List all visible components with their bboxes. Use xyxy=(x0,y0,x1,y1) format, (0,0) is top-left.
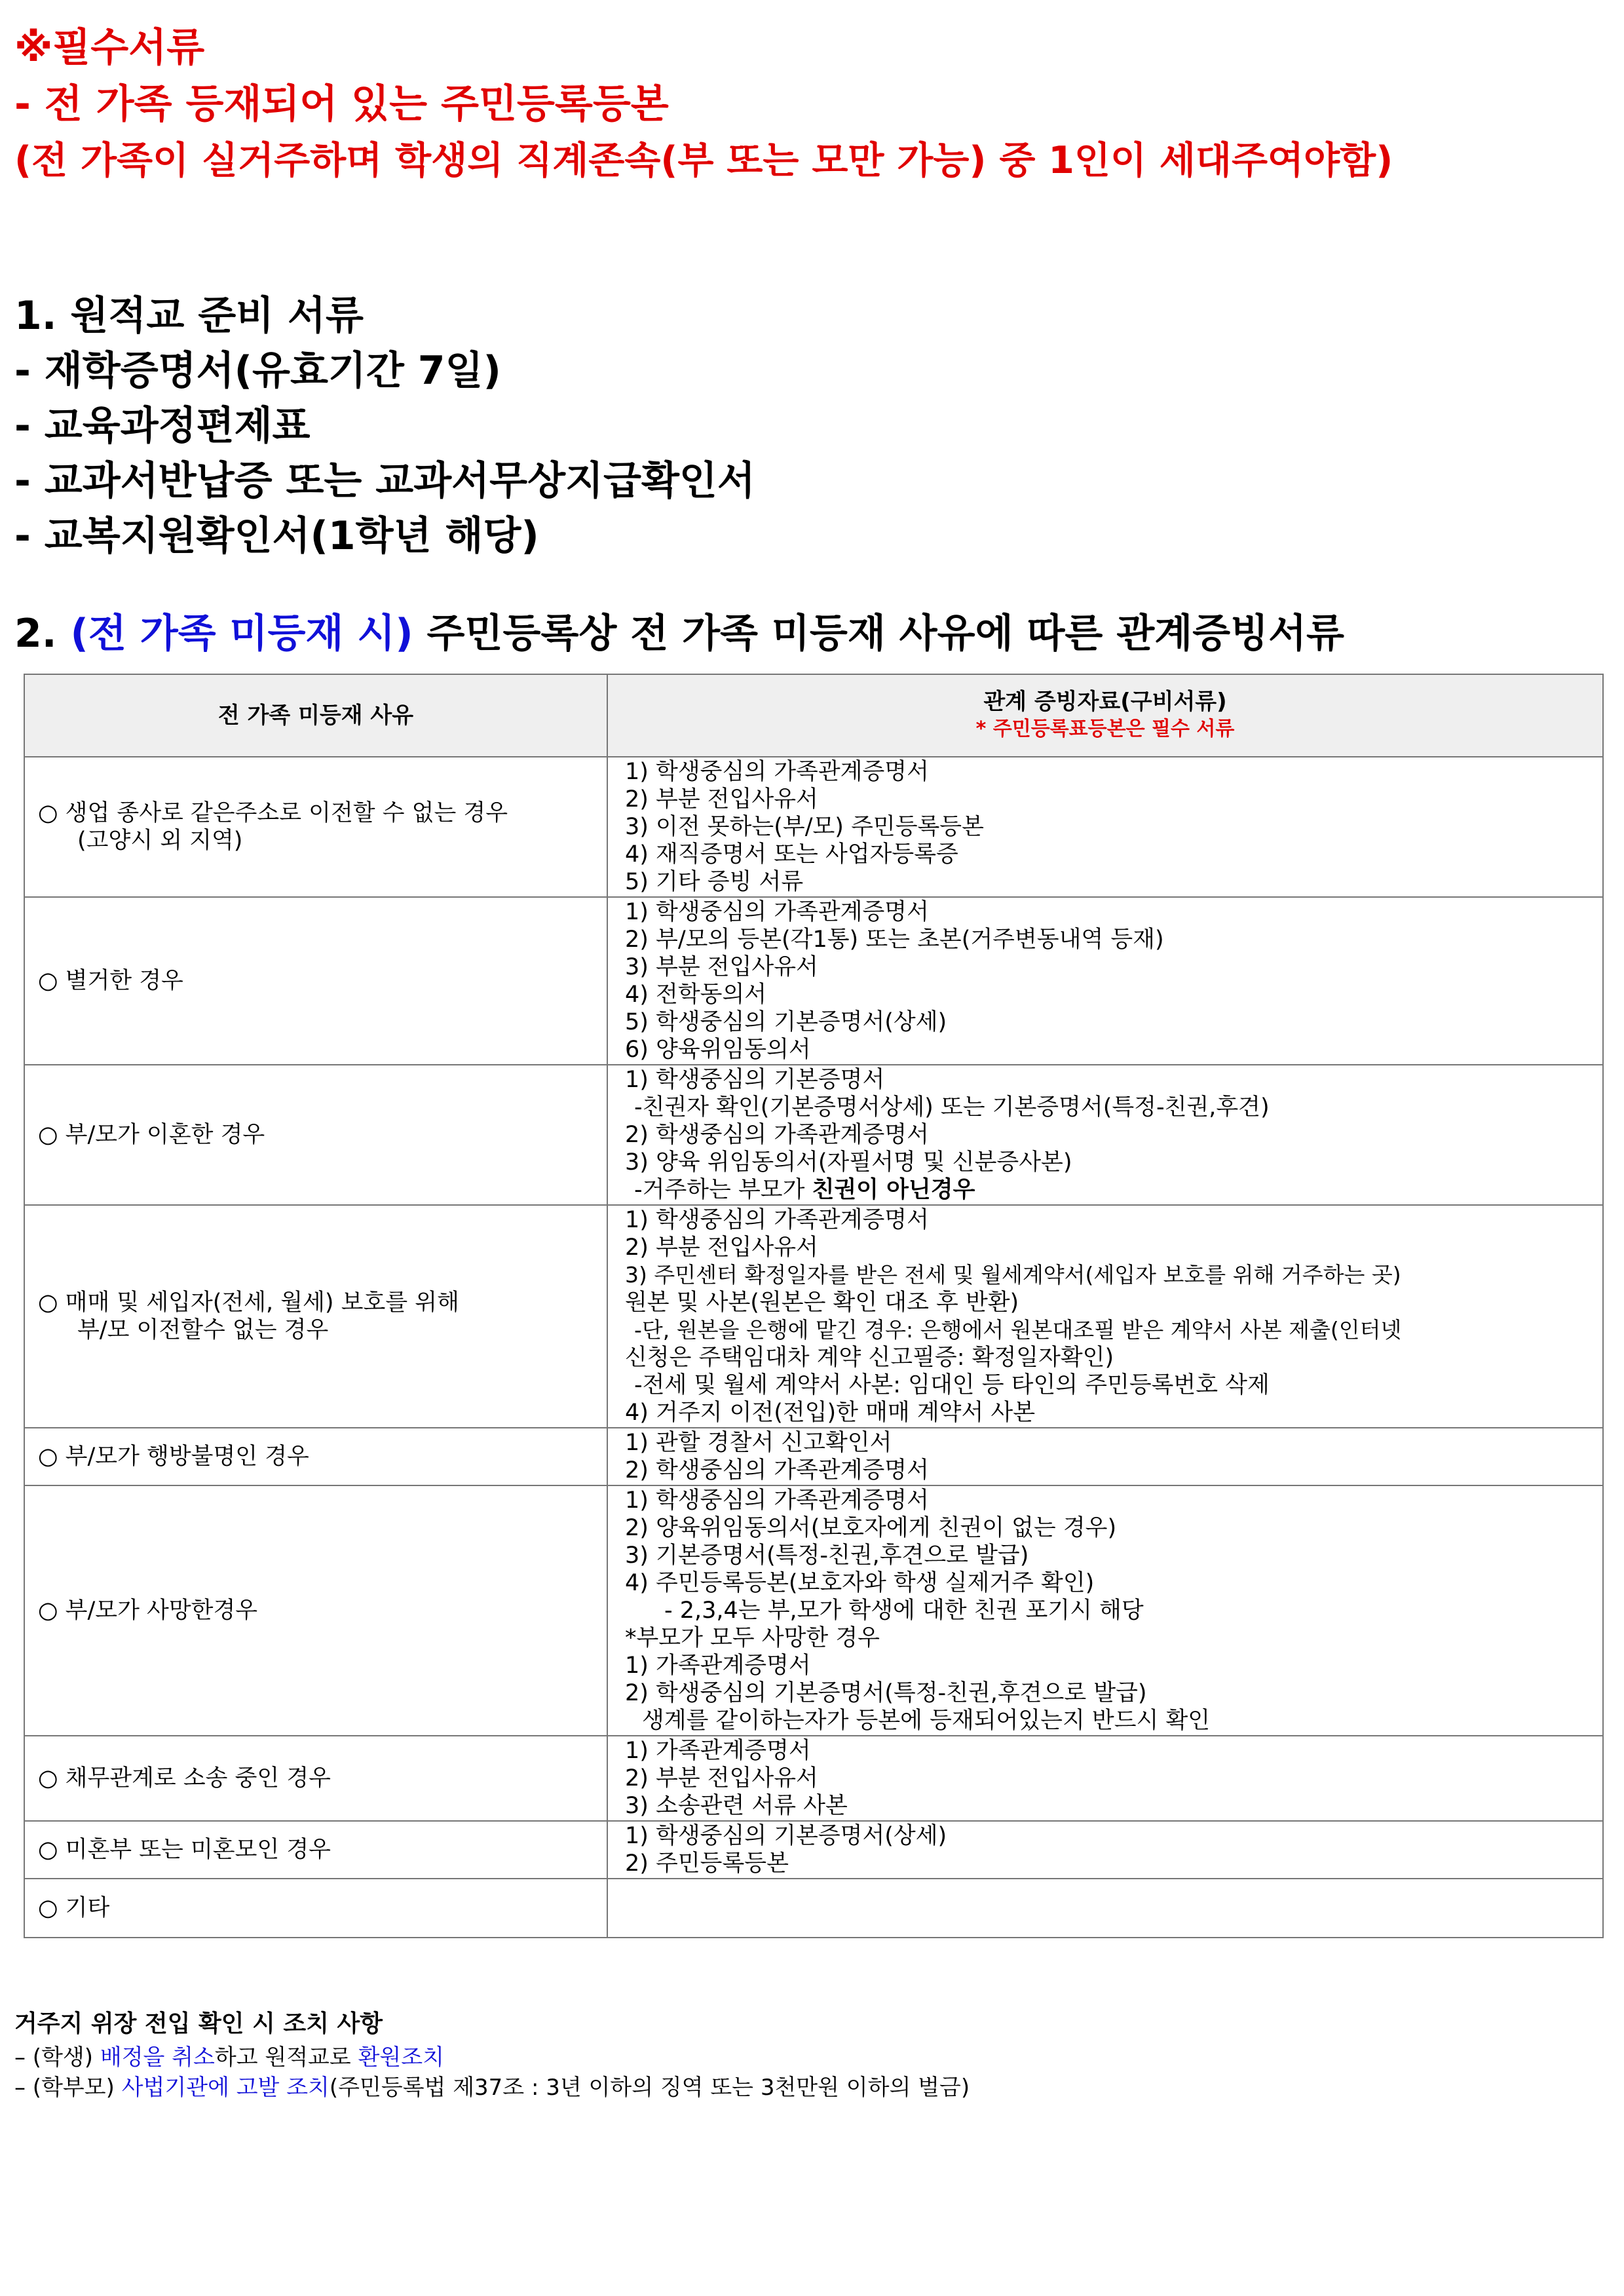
required-section xyxy=(14,20,1393,189)
reason-cell xyxy=(24,1065,607,1205)
doc-line: 원본 및 사본(원본은 확인 대조 후 반환) xyxy=(625,1290,1019,1316)
doc-line: 1) 학생중심의 기본증명서(상세) xyxy=(625,1823,947,1849)
reason-line: ○ 채무관계로 소송 중인 경우 xyxy=(38,1765,331,1791)
reason-cell xyxy=(24,1485,607,1736)
docs-cell xyxy=(607,1821,1603,1879)
doc-line: -단, 원본을 은행에 맡긴 경우: 은행에서 원본대조필 받은 계약서 사본 제출(인터넷 xyxy=(634,1317,1402,1343)
doc-line: 3) 기본증명서(특정-친권,후견으로 발급) xyxy=(625,1542,1029,1569)
footer-line-1 xyxy=(14,2043,444,2072)
doc-line: 4) 거주지 이전(전입)한 매매 계약서 사본 xyxy=(625,1400,1036,1426)
section1-item: - 재학증명서(유효기간 7일) xyxy=(14,348,501,394)
doc-line-prefix: -거주하는 부모가 xyxy=(634,1177,812,1203)
doc-line: 5) 학생중심의 기본증명서(상세) xyxy=(625,1009,947,1035)
doc-line: 6) 양육위임동의서 xyxy=(625,1037,811,1063)
doc-line: 2) 부분 전입사유서 xyxy=(625,786,818,813)
footer-emphasis: 배정을 취소 xyxy=(100,2044,215,2071)
table-row xyxy=(24,1065,1603,1205)
section1 xyxy=(14,288,755,564)
table-row xyxy=(24,1428,1603,1485)
header-reason: 전 가족 미등재 사유 xyxy=(24,674,607,757)
table-row xyxy=(24,757,1603,897)
docs-cell xyxy=(607,1065,1603,1205)
doc-line: 2) 부분 전입사유서 xyxy=(625,1765,818,1791)
doc-line: 3) 주민센터 확정일자를 받은 전세 및 월세계약서(세입자 보호를 위해 거주하는 곳) xyxy=(625,1262,1401,1288)
doc-line: 1) 학생중심의 가족관계증명서 xyxy=(625,1207,929,1233)
doc-line: 5) 기타 증빙 서류 xyxy=(625,869,804,895)
doc-line: -전세 및 월세 계약서 사본: 임대인 등 타인의 주민등록번호 삭제 xyxy=(634,1372,1270,1398)
reason-line: ○ 매매 및 세입자(전세, 월세) 보호를 위해 xyxy=(38,1290,459,1316)
required-title: ※필수서류 xyxy=(14,25,205,71)
doc-line: 생계를 같이하는자가 등본에 등재되어있는지 반드시 확인 xyxy=(642,1708,1211,1734)
header-docs-note: * 주민등록표등본은 필수 서류 xyxy=(975,718,1235,740)
doc-line: 1) 학생중심의 가족관계증명서 xyxy=(625,759,929,785)
section2-rest: 주민등록상 전 가족 미등재 사유에 따른 관계증빙서류 xyxy=(413,611,1345,657)
doc-line: 2) 학생중심의 가족관계증명서 xyxy=(625,1122,929,1148)
footer-text: (주민등록법 제37조 : 3년 이하의 징역 또는 3천만원 이하의 벌금) xyxy=(329,2075,970,2101)
section1-item: - 교과서반납증 또는 교과서무상지급확인서 xyxy=(14,458,755,504)
doc-line: 3) 이전 못하는(부/모) 주민등록등본 xyxy=(625,814,984,840)
reason-cell xyxy=(24,757,607,897)
docs-cell xyxy=(607,757,1603,897)
doc-line: 4) 주민등록등본(보호자와 학생 실제거주 확인) xyxy=(625,1570,1095,1596)
doc-line: -친권자 확인(기본증명서상세) 또는 기본증명서(특정-친권,후견) xyxy=(634,1094,1270,1120)
section2-title xyxy=(14,606,1344,661)
doc-line: 2) 양육위임동의서(보호자에게 친권이 없는 경우) xyxy=(625,1515,1117,1541)
doc-line: 1) 학생중심의 기본증명서 xyxy=(625,1067,885,1093)
docs-cell xyxy=(607,1736,1603,1821)
table-row xyxy=(24,1821,1603,1879)
reason-line: ○ 생업 종사로 같은주소로 이전할 수 없는 경우 xyxy=(38,800,508,826)
footer-emphasis: 사법기관에 고발 조치 xyxy=(121,2075,330,2101)
doc-line: 4) 전학동의서 xyxy=(625,982,767,1008)
section1-item: - 교육과정편제표 xyxy=(14,403,311,449)
doc-line: 1) 관할 경찰서 신고확인서 xyxy=(625,1430,892,1456)
header-docs xyxy=(607,674,1603,757)
doc-line: 3) 부분 전입사유서 xyxy=(625,954,818,980)
header-docs-label: 관계 증빙자료(구비서류) xyxy=(983,689,1227,715)
table-row xyxy=(24,1736,1603,1821)
table-row xyxy=(24,1205,1603,1428)
reason-cell xyxy=(24,1821,607,1879)
reason-cell xyxy=(24,1428,607,1485)
doc-line xyxy=(625,1176,1596,1204)
doc-line: 4) 재직증명서 또는 사업자등록증 xyxy=(625,841,958,868)
doc-line: 3) 양육 위임동의서(자필서명 및 신분증사본) xyxy=(625,1149,1072,1176)
reason-line: ○ 미혼부 또는 미혼모인 경우 xyxy=(38,1837,331,1863)
footer-title: 거주지 위장 전입 확인 시 조치 사항 xyxy=(14,2010,383,2037)
footer-text: – (학부모) xyxy=(14,2075,122,2101)
table-row xyxy=(24,1485,1603,1736)
reason-line: ○ 부/모가 이혼한 경우 xyxy=(38,1122,265,1148)
doc-line: 1) 가족관계증명서 xyxy=(625,1738,811,1764)
doc-line: 1) 가족관계증명서 xyxy=(625,1653,811,1679)
reason-line: ○ 별거한 경우 xyxy=(38,968,183,994)
reason-line: ○ 부/모가 행방불명인 경우 xyxy=(38,1444,309,1470)
reason-cell xyxy=(24,1205,607,1428)
footer-text: – (학생) xyxy=(14,2044,100,2071)
doc-line: 2) 주민등록등본 xyxy=(625,1850,789,1877)
doc-line: *부모가 모두 사망한 경우 xyxy=(625,1625,880,1651)
table-header-row xyxy=(24,674,1603,757)
reason-cell xyxy=(24,1879,607,1938)
doc-line: 2) 학생중심의 기본증명서(특정-친권,후견으로 발급) xyxy=(625,1680,1147,1706)
section1-title: 1. 원적교 준비 서류 xyxy=(14,293,364,339)
doc-line: 2) 부/모의 등본(각1통) 또는 초본(거주변동내역 등재) xyxy=(625,927,1164,953)
doc-line: 신청은 주택임대차 계약 신고필증: 확정일자확인) xyxy=(625,1345,1114,1371)
reason-line: (고양시 외 지역) xyxy=(77,828,243,854)
doc-line: 1) 학생중심의 가족관계증명서 xyxy=(625,1487,929,1514)
required-line-1: - 전 가족 등재되어 있는 주민등록등본 xyxy=(14,81,669,127)
doc-line: - 2,3,4는 부,모가 학생에 대한 친권 포기시 해당 xyxy=(664,1598,1144,1624)
footer-emphasis: 환원조치 xyxy=(358,2044,444,2071)
reason-line: ○ 기타 xyxy=(38,1895,110,1921)
reason-line: 부/모 이전할수 없는 경우 xyxy=(77,1317,329,1343)
docs-cell xyxy=(607,1428,1603,1485)
footer-line-2 xyxy=(14,2073,970,2102)
docs-cell xyxy=(607,1205,1603,1428)
doc-line: 3) 소송관련 서류 사본 xyxy=(625,1793,848,1819)
section2-prefix: 2. xyxy=(14,611,71,657)
doc-line-emphasis: 친권이 아닌경우 xyxy=(812,1177,975,1203)
doc-line: 2) 부분 전입사유서 xyxy=(625,1234,818,1261)
footer-text: 하고 원적교로 xyxy=(214,2044,358,2071)
evidence-table xyxy=(24,674,1604,1938)
doc-line: 1) 학생중심의 가족관계증명서 xyxy=(625,899,929,925)
section2-highlight: (전 가족 미등재 시) xyxy=(70,611,413,657)
table-row xyxy=(24,897,1603,1065)
reason-line: ○ 부/모가 사망한경우 xyxy=(38,1598,258,1624)
reason-cell xyxy=(24,1736,607,1821)
doc-line: 2) 학생중심의 가족관계증명서 xyxy=(625,1457,929,1483)
reason-cell xyxy=(24,897,607,1065)
docs-cell xyxy=(607,897,1603,1065)
required-line-2: (전 가족이 실거주하며 학생의 직계존속(부 또는 모만 가능) 중 1인이 세대주여야함) xyxy=(14,139,1393,182)
docs-cell-empty xyxy=(607,1879,1603,1938)
table-row xyxy=(24,1879,1603,1938)
docs-cell xyxy=(607,1485,1603,1736)
section1-item: - 교복지원확인서(1학년 해당) xyxy=(14,513,539,559)
